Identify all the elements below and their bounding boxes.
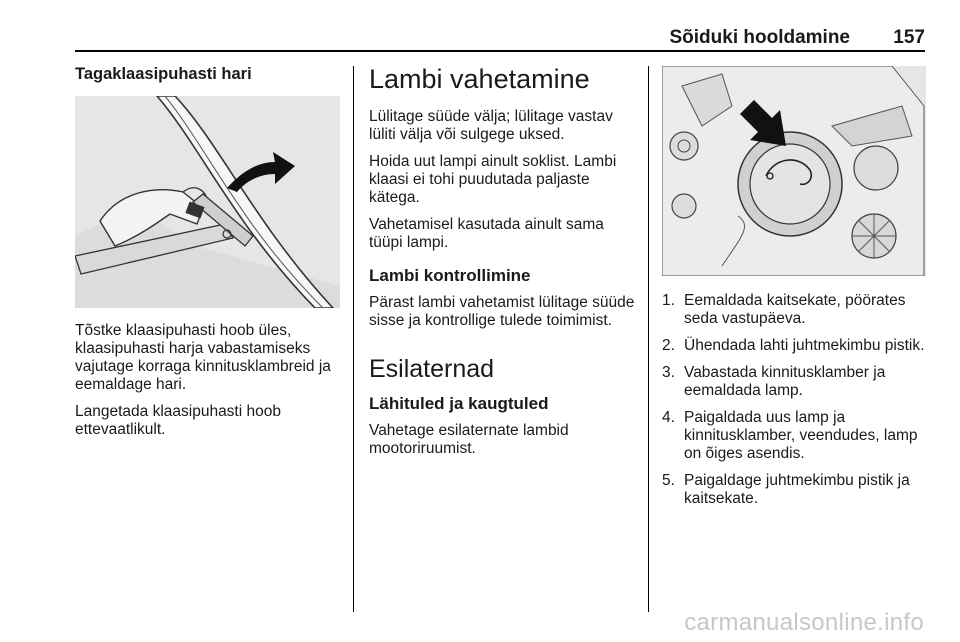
rear-wiper-illustration bbox=[75, 96, 340, 308]
section-title: Lambi vahetamine bbox=[369, 64, 590, 94]
watermark: carmanualsonline.info bbox=[684, 609, 924, 636]
running-header-title: Sõiduki hooldamine bbox=[669, 27, 850, 48]
paragraph: Hoida uut lampi ainult soklist. Lambi klaasi ei tohi puudutada paljaste kätega. bbox=[369, 153, 617, 206]
column-divider-right bbox=[648, 66, 649, 612]
list-item: 4. Paigaldada uus lamp ja kinnitusklamber, veendudes, lamp on õiges asendis. bbox=[662, 409, 918, 462]
list-item: 2. Ühendada lahti juhtmekimbu pistik. bbox=[662, 337, 925, 354]
subsection-heading: Lähituled ja kaugtuled bbox=[369, 394, 549, 413]
column-divider-left bbox=[353, 66, 354, 612]
section-heading-rear-wiper: Tagaklaasipuhasti hari bbox=[75, 65, 252, 83]
paragraph: Pärast lambi vahetamist lülitage süüde sisse ja kontrollige tulede toimimist. bbox=[369, 294, 635, 329]
middle-column bbox=[369, 62, 637, 467]
section-title: Esilaternad bbox=[369, 355, 495, 383]
headlamp-illustration bbox=[662, 66, 926, 276]
list-item: 1. Eemaldada kaitsekate, pöörates seda vastupäeva. bbox=[662, 292, 906, 327]
header-rule bbox=[75, 50, 925, 52]
list-item: 3. Vabastada kinnitusklamber ja eemaldada lamp. bbox=[662, 364, 886, 399]
subsection-heading: Lambi kontrollimine bbox=[369, 266, 531, 285]
paragraph: Lülitage süüde välja; lülitage vastav lüliti välja või sulgege uksed. bbox=[369, 108, 613, 143]
page-number: 157 bbox=[893, 27, 925, 48]
instruction-steps bbox=[662, 292, 927, 508]
list-item: 5. Paigaldage juhtmekimbu pistik ja kaitsekate. bbox=[662, 472, 910, 507]
paragraph: Vahetage esilaternate lambid mootoriruumist. bbox=[369, 422, 569, 457]
paragraph: Vahetamisel kasutada ainult sama tüüpi lampi. bbox=[369, 216, 604, 251]
paragraph: Tõstke klaasipuhasti hoob üles, klaasipuhasti harja vabastamiseks vajutage korraga kinnitusklambreid ja eemaldage hari. bbox=[75, 322, 331, 393]
right-column bbox=[662, 66, 927, 517]
left-column bbox=[75, 64, 343, 448]
paragraph: Langetada klaasipuhasti hoob ettevaatlikult. bbox=[75, 403, 281, 438]
